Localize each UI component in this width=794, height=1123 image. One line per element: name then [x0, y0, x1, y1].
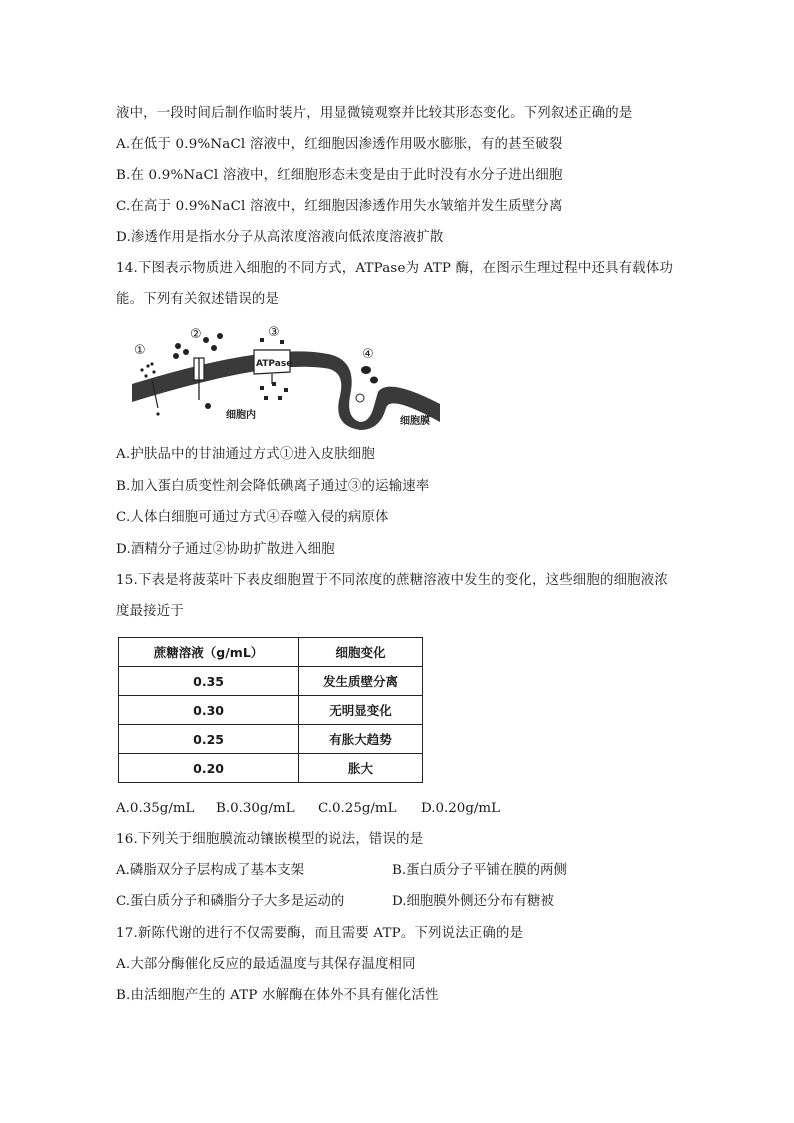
table-row [119, 696, 423, 725]
q16-option-b: B.蛋白质分子平铺在膜的两侧 [392, 863, 567, 878]
q16-stem: 16.下列关于细胞膜流动镶嵌模型的说法，错误的是 [116, 832, 424, 847]
q15-option-c: C.0.25g/mL [318, 801, 397, 816]
mark-2: ② [190, 327, 202, 342]
endocytosis-particles [356, 366, 378, 402]
table-header-cell: 细胞变化 [299, 638, 423, 667]
atpase-label: ATPase [256, 359, 293, 369]
q16-options-row2 [116, 893, 676, 911]
q16-options-row1 [116, 862, 676, 880]
table-cell: 有胀大趋势 [299, 725, 423, 754]
table-cell: 0.25 [119, 725, 299, 754]
transport-diagram [128, 322, 440, 430]
q16-option-a: A.磷脂双分子层构成了基本支架 [116, 863, 305, 878]
q13-option-d: D.渗透作用是指水分子从高浓度溶液向低浓度溶液扩散 [116, 230, 444, 245]
q14-option-c: C.人体白细胞可通过方式④吞噬入侵的病原体 [116, 510, 389, 525]
table-row [119, 725, 423, 754]
q15-options [116, 800, 676, 818]
mark-1: ① [134, 343, 146, 358]
q14-stem-line1: 14.下图表示物质进入细胞的不同方式，ATPase为 ATP 酶，在图示生理过程中还具有载体功 [116, 261, 674, 276]
table-cell: 0.30 [119, 696, 299, 725]
table-cell: 0.20 [119, 754, 299, 783]
table-header-row [119, 638, 423, 667]
table-row [119, 754, 423, 783]
q14-option-d: D.酒精分子通过②协助扩散进入细胞 [116, 542, 335, 557]
q15-option-d: D.0.20g/mL [421, 801, 501, 816]
q15-option-a: A.0.35g/mL [116, 801, 195, 816]
q17-option-b: B.由活细胞产生的 ATP 水解酶在体外不具有催化活性 [116, 988, 439, 1003]
q13-option-c: C.在高于 0.9%NaCl 溶液中，红细胞因渗透作用失水皱缩并发生质壁分离 [116, 199, 563, 214]
membrane-label: 细胞膜 [400, 416, 430, 427]
table-cell: 0.35 [119, 667, 299, 696]
table-row [119, 667, 423, 696]
q13-stem-continuation: 液中，一段时间后制作临时装片，用显微镜观察并比较其形态变化。下列叙述正确的是 [116, 106, 633, 121]
q15-option-b: B.0.30g/mL [216, 801, 295, 816]
q13-option-b: B.在 0.9%NaCl 溶液中，红细胞形态未变是由于此时没有水分子进出细胞 [116, 168, 563, 183]
inside-cell-label: 细胞内 [226, 410, 256, 421]
mark-4: ④ [362, 347, 374, 362]
q16-option-c: C.蛋白质分子和磷脂分子大多是运动的 [116, 894, 345, 909]
q17-stem: 17.新陈代谢的进行不仅需要酶，而且需要 ATP。下列说法正确的是 [116, 926, 524, 941]
q15-stem-line2: 度最接近于 [116, 604, 184, 619]
q15-stem-line1: 15.下表是将菠菜叶下表皮细胞置于不同浓度的蔗糖溶液中发生的变化，这些细胞的细胞液浓 [116, 573, 668, 588]
table-cell: 胀大 [299, 754, 423, 783]
sucrose-table [118, 637, 423, 783]
q14-stem-line2: 能。下列有关叙述错误的是 [116, 292, 280, 307]
q17-option-a: A.大部分酶催化反应的最适温度与其保存温度相同 [116, 957, 416, 972]
mark-3: ③ [268, 325, 280, 340]
q14-option-a: A.护肤品中的甘油通过方式①进入皮肤细胞 [116, 447, 375, 462]
q13-option-a: A.在低于 0.9%NaCl 溶液中，红细胞因渗透作用吸水膨胀，有的甚至破裂 [116, 137, 563, 152]
q16-option-d: D.细胞膜外侧还分布有糖被 [392, 894, 554, 909]
table-cell: 发生质壁分离 [299, 667, 423, 696]
q14-option-b: B.加入蛋白质变性剂会降低碘离子通过③的运输速率 [116, 479, 430, 494]
table-header-cell: 蔗糖溶液（g/mL） [119, 638, 299, 667]
table-cell: 无明显变化 [299, 696, 423, 725]
